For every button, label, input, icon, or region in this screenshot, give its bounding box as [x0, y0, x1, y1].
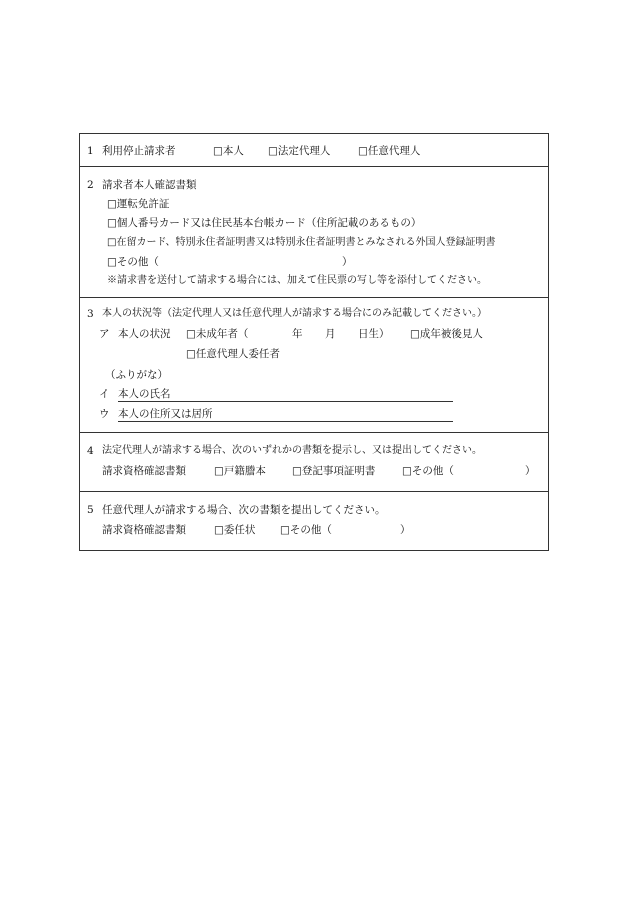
checkbox-residence-card[interactable]: □在留カード、特別永住者証明書又は特別永住者証明書とみなされる外国人登録証明書: [107, 237, 496, 248]
mail-request-note: ※請求書を送付して請求する場合には、加えて住民票の写し等を添付してください。: [107, 275, 487, 286]
item-a-marker: ア: [99, 328, 110, 340]
checkbox-legal-agent[interactable]: □法定代理人: [268, 145, 331, 157]
furigana-label: （ふりがな）: [105, 369, 168, 381]
checkbox-other-legal-doc[interactable]: □その他（: [402, 465, 454, 477]
checkbox-power-of-attorney[interactable]: □委任状: [214, 524, 256, 536]
checkbox-drivers-license[interactable]: □運転免許証: [107, 198, 170, 210]
other-id-close-paren: ）: [342, 256, 353, 268]
checkbox-self[interactable]: □本人: [213, 145, 244, 157]
section-1-number: 1: [87, 145, 94, 157]
requester-label: 利用停止請求者: [102, 145, 176, 157]
birth-month-label: 月: [325, 328, 336, 340]
other-legal-doc-close-paren: ）: [525, 465, 536, 477]
section-id-documents: [80, 167, 548, 298]
checkbox-other-voluntary-doc[interactable]: □その他（: [280, 524, 332, 536]
checkbox-my-number-card[interactable]: □個人番号カード又は住民基本台帳カード（住所記載のあるもの）: [107, 217, 422, 229]
birth-year-label: 年: [292, 328, 303, 340]
checkbox-adult-ward[interactable]: □成年被後見人: [410, 328, 483, 340]
qualification-documents-label-5: 請求資格確認書類: [102, 524, 186, 536]
section-legal-agent-documents: [80, 433, 548, 492]
principal-status-label: 本人の状況等（法定代理人又は任意代理人が請求する場合にのみ記載してください。）: [102, 308, 487, 319]
checkbox-principal-of-voluntary-agent[interactable]: □任意代理人委任者: [186, 348, 280, 360]
section-5-number: 5: [87, 504, 94, 516]
voluntary-agent-documents-label: 任意代理人が請求する場合、次の書類を提出してください。: [102, 504, 386, 516]
checkbox-minor[interactable]: □未成年者（: [186, 328, 249, 340]
checkbox-registry-certificate[interactable]: □登記事項証明書: [292, 465, 376, 477]
item-u-marker: ウ: [99, 408, 110, 420]
principal-name-label: 本人の氏名: [118, 388, 171, 400]
checkbox-family-register[interactable]: □戸籍謄本: [214, 465, 266, 477]
section-voluntary-agent-documents: [80, 492, 548, 550]
section-requester: [80, 134, 548, 167]
legal-agent-documents-label: 法定代理人が請求する場合、次のいずれかの書類を提示し、又は提出してください。: [102, 445, 482, 456]
other-voluntary-doc-close-paren: ）: [400, 524, 411, 536]
item-i-marker: イ: [99, 388, 110, 400]
checkbox-voluntary-agent[interactable]: □任意代理人: [358, 145, 421, 157]
section-3-number: 3: [87, 308, 94, 320]
principal-status-sub-label: 本人の状況: [118, 328, 171, 340]
qualification-documents-label: 請求資格確認書類: [102, 465, 186, 477]
principal-name-field[interactable]: [118, 387, 453, 402]
principal-address-label: 本人の住所又は居所: [118, 408, 213, 420]
checkbox-other-id[interactable]: □その他（: [107, 256, 159, 268]
birth-day-label: 日生）: [358, 328, 390, 340]
request-form-table: [79, 133, 549, 551]
id-documents-label: 請求者本人確認書類: [102, 179, 197, 191]
principal-address-field[interactable]: [118, 407, 453, 422]
section-principal-status: [80, 298, 548, 433]
section-4-number: 4: [87, 445, 94, 457]
section-2-number: 2: [87, 179, 94, 191]
